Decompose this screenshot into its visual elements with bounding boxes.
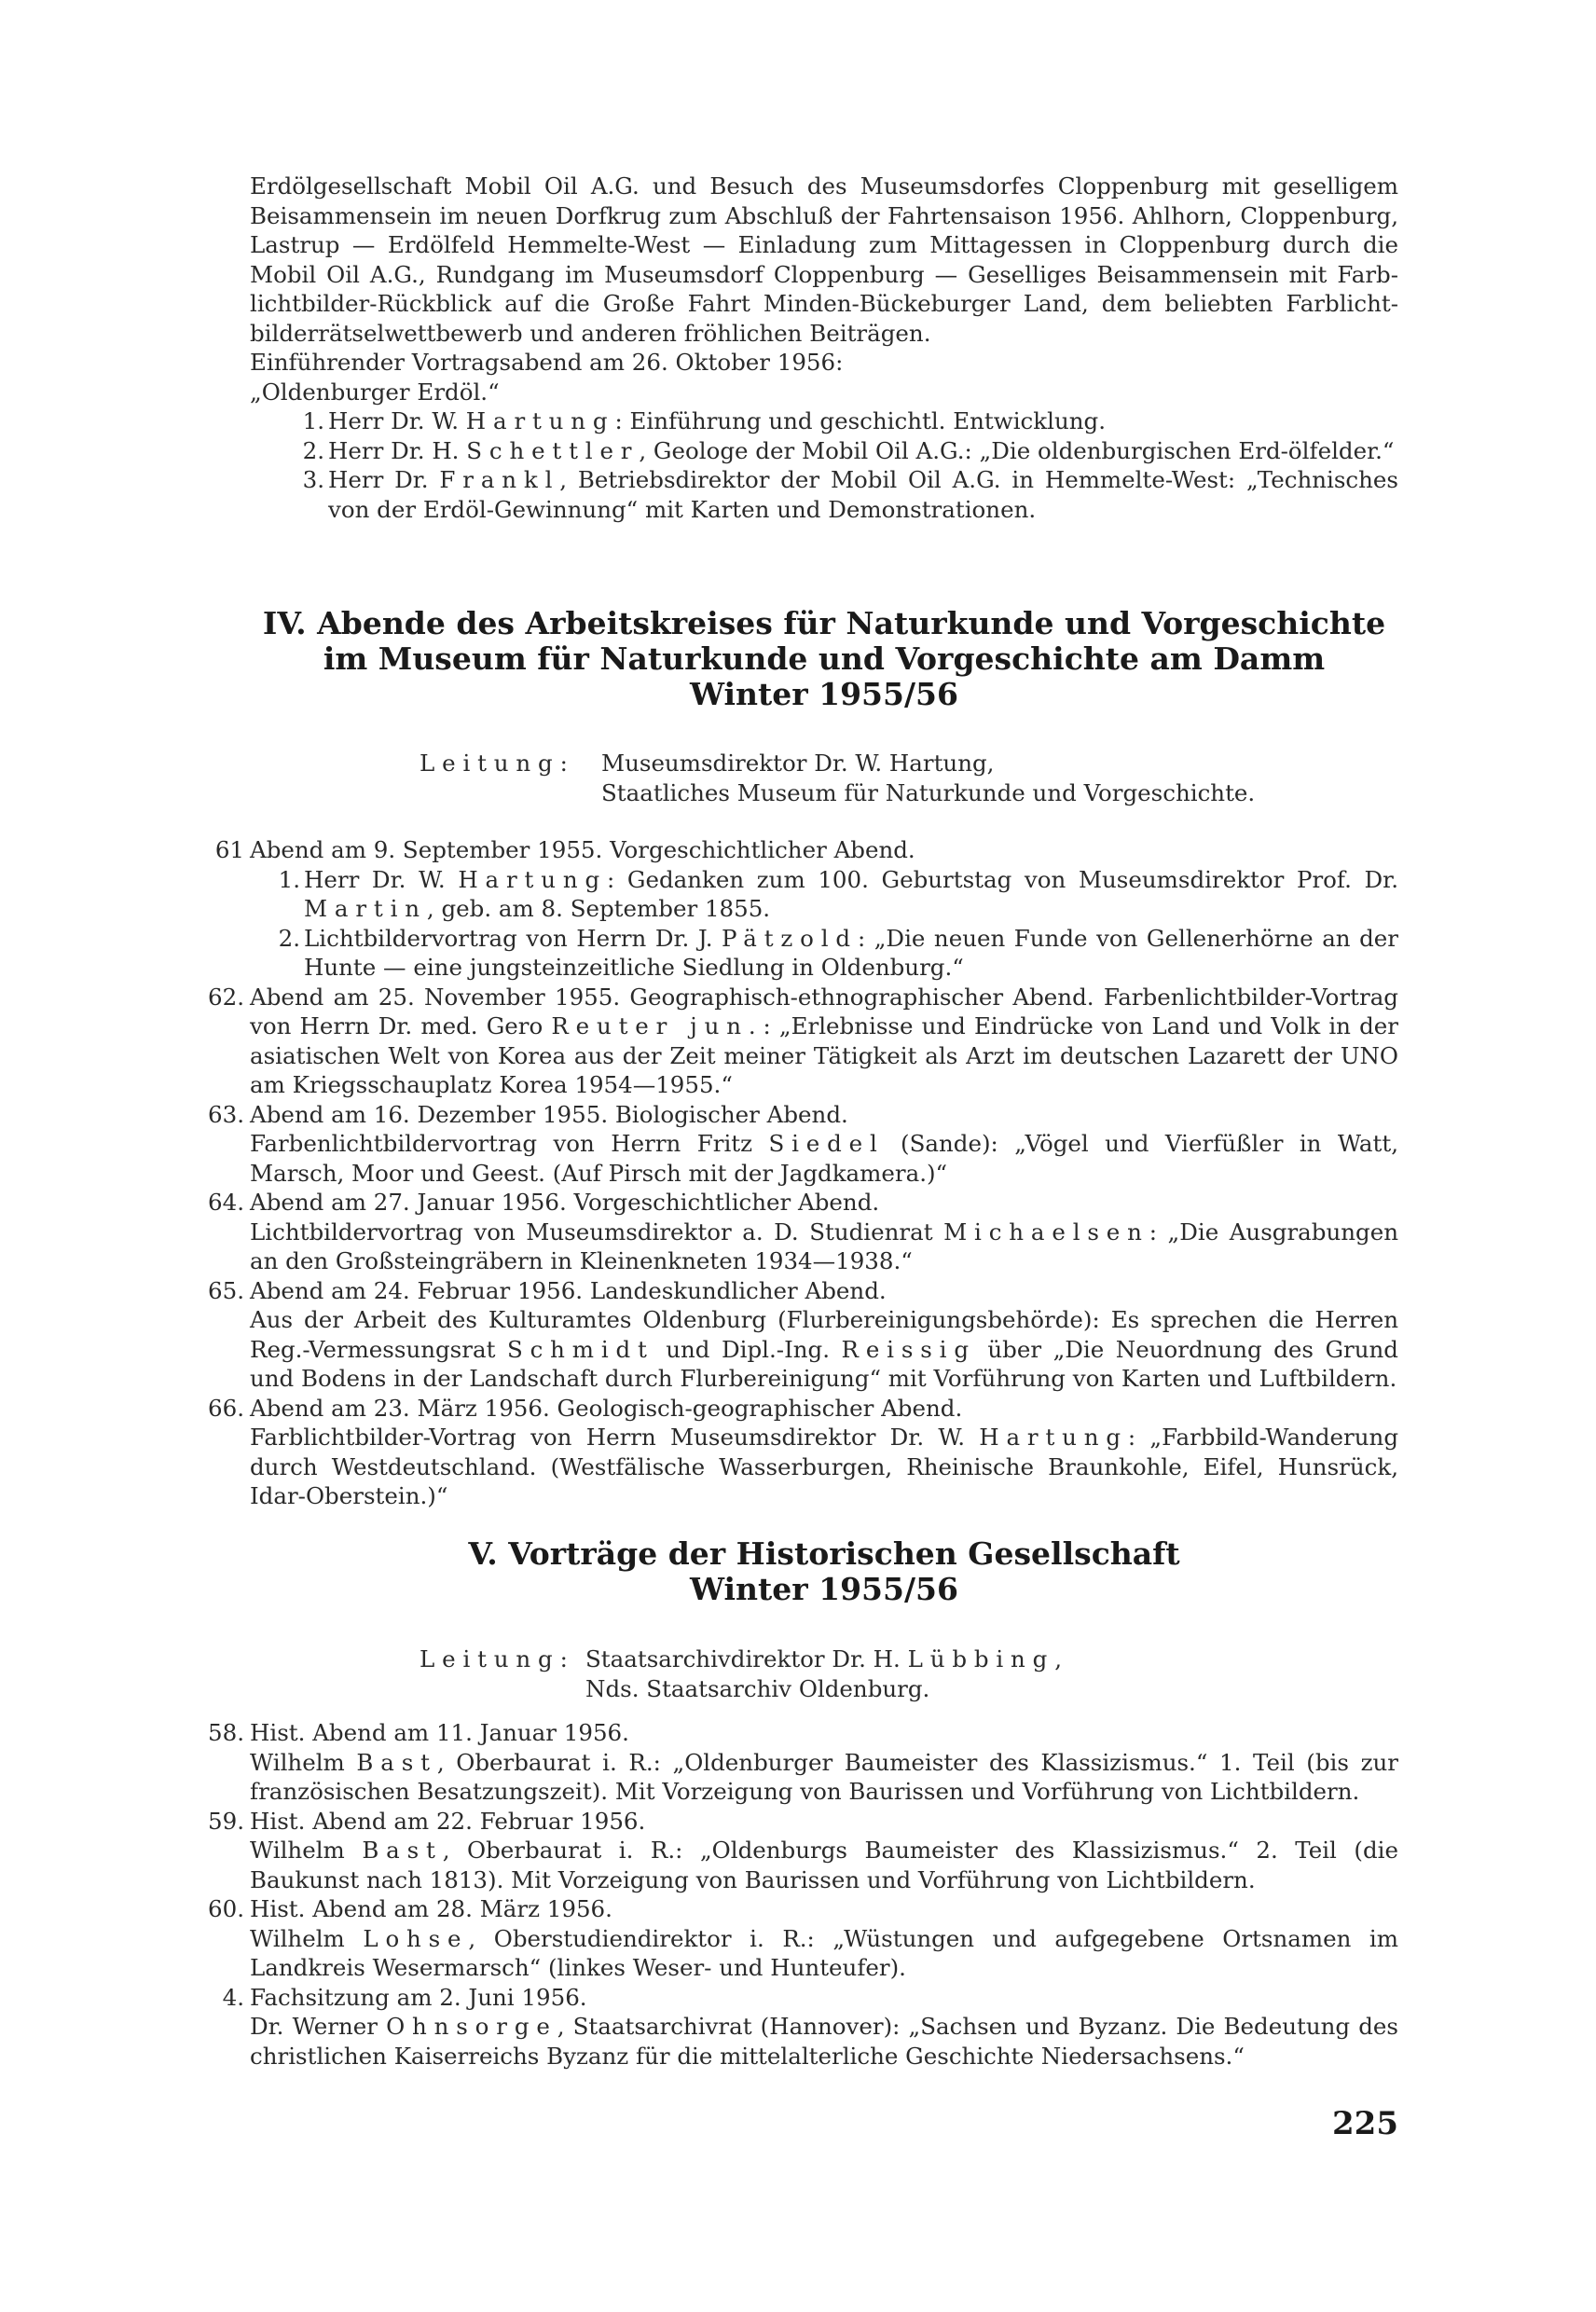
entry-title: Hist. Abend am 11. Januar 1956. <box>250 1719 629 1746</box>
entry-number: 65. <box>208 1276 244 1304</box>
section-5-leitung-label <box>420 1645 575 1674</box>
page-number: 225 <box>1332 2105 1398 2142</box>
entry-text <box>250 983 1398 1100</box>
talk-text: Herr Dr. W. <box>328 407 466 434</box>
entry-title: Abend am 9. September 1955. Vorgeschichtlicher Abend. <box>250 836 915 863</box>
entry-text <box>250 1836 1398 1894</box>
entry-text <box>250 2012 1398 2071</box>
entry-title: Abend am 16. Dezember 1955. Biologischer Abend. <box>250 1100 848 1128</box>
sub-item <box>263 924 1398 983</box>
heading-line: Winter 1955/56 <box>690 1571 958 1607</box>
entry-number: 62. <box>208 983 244 1011</box>
speaker-name: Bast <box>362 1837 443 1864</box>
speaker-name: Martin <box>304 895 427 922</box>
talk-number: 2. <box>302 436 324 464</box>
entry-title: Abend am 23. März 1956. Geologisch-geographischer Abend. <box>250 1394 963 1422</box>
heading-line: IV. Abende des Arbeitskreises für Naturkunde und Vorgeschichte <box>262 605 1386 641</box>
entry-text <box>250 1423 1398 1511</box>
abend-title: Einführender Vortragsabend am 26. Oktober 1956: <box>250 349 844 376</box>
entry-title: Hist. Abend am 28. März 1956. <box>250 1895 612 1922</box>
sub-item <box>263 865 1398 924</box>
talk-item <box>287 465 1398 524</box>
speaker-name: Reuter jun. <box>551 1012 764 1039</box>
talk-text: , Betriebsdirektor der Mobil Oil A.G. in Hemmelte-West: „Technisches von der Erdöl-Gewinnung“ mit Karten und Demonstrationen. <box>328 466 1398 523</box>
entry-fachsitzung-4 <box>222 1983 1398 2071</box>
section-5-leitung-value <box>585 1645 1062 1703</box>
section-4-leitung-label <box>420 749 575 778</box>
leitung-line: Nds. Staatsarchiv Oldenburg. <box>585 1674 930 1702</box>
intro-line: Mobil Oil A.G., Rundgang im Museumsdorf Cloppenburg — Geselliges Beisammensein mit Farb- <box>250 260 1398 288</box>
entry-text-part: über „Die Neuordnung des Grund und Bodens in der Landschaft durch Flurbereinigung“ mit Vorführung von Karten und Luftbildern. <box>250 1335 1398 1392</box>
speaker-name: Ohnsorge <box>386 2013 557 2040</box>
speaker-name: Michaelsen <box>943 1218 1149 1245</box>
intro-block <box>250 172 1398 524</box>
entry-text-part: : „Erlebnisse und Eindrücke von Land und Volk in der asiatischen Welt von Korea aus der Zeit meiner Tätigkeit als Arzt im deutschen Lazarett der UNO am Kriegsschauplatz Korea 1954—1955.“ <box>250 1012 1398 1098</box>
section-5-heading <box>250 1536 1398 1607</box>
entry-65 <box>208 1276 1398 1394</box>
intro-line: bilderrätselwettbewerb und anderen fröhlichen Beiträgen. <box>250 319 931 347</box>
entry-text-part: : „Die Ausgrabungen an den Großsteingräbern in Kleinenkneten 1934—1938.“ <box>250 1218 1398 1274</box>
entry-title: Hist. Abend am 22. Februar 1956. <box>250 1807 646 1835</box>
entry-number: 64. <box>208 1189 244 1216</box>
entry-text-part: , Oberstudiendirektor i. R.: „Wüstungen und aufgegebene Ortsnamen im Landkreis Wesermarsch“ (linkes Weser- und Hunteufer). <box>250 1924 1398 1981</box>
talk-text: , Geologe der Mobil Oil A.G.: „Die oldenburgischen Erd-ölfelder.“ <box>639 436 1395 464</box>
entry-text-part: Wilhelm <box>250 1837 363 1864</box>
entry-text <box>250 1218 1398 1276</box>
talk-item <box>287 436 1398 466</box>
leitung-line <box>585 1645 1062 1674</box>
leitung-label: Leitung: <box>420 1645 575 1672</box>
entry-text-part: Wilhelm <box>250 1924 364 1952</box>
entry-text-part: , Staatsarchivrat (Hannover): „Sachsen und Byzanz. Die Bedeutung des christlichen Kaiserreichs Byzanz für die mittelalterliche Geschichte Niedersachsens.“ <box>250 2013 1398 2070</box>
talk-list <box>250 406 1398 524</box>
entry-text-part: Farblichtbilder-Vortrag von Herrn Museumsdirektor Dr. W. <box>250 1424 980 1451</box>
entry-text-part: Dr. Werner <box>250 2013 387 2040</box>
speaker-name: Bast <box>356 1748 437 1776</box>
entry-58 <box>208 1718 1398 1807</box>
speaker-name: Pätzold <box>722 924 858 952</box>
entry-title: Abend am 27. Januar 1956. Vorgeschichtlicher Abend. <box>250 1189 880 1216</box>
entry-number: 63. <box>208 1100 244 1128</box>
talk-number: 1. <box>302 407 324 434</box>
entry-number: 66. <box>208 1394 244 1422</box>
leitung-line: Staatliches Museum für Naturkunde und Vorgeschichte. <box>601 778 1256 806</box>
speaker-name: Siedel <box>768 1130 885 1157</box>
sub-text: : Gedanken zum 100. Geburtstag von Museumsdirektor Prof. Dr. <box>606 865 1398 893</box>
leitung-text: Staatsarchivdirektor Dr. H. <box>585 1645 908 1672</box>
intro-line: lichtbilder-Rückblick auf die Große Fahrt Minden-Bückeburger Land, dem beliebten Farblicht- <box>250 290 1398 317</box>
sub-number: 1. <box>278 865 300 893</box>
intro-line: Beisammensein im neuen Dorfkrug zum Abschluß der Fahrtensaison 1956. Ahlhorn, Cloppenburg, <box>250 201 1398 229</box>
entry-61 <box>214 835 1398 983</box>
entry-text <box>250 1924 1398 1983</box>
speaker-name: Hartung <box>465 407 615 434</box>
entry-text <box>250 1305 1398 1394</box>
talk-item <box>287 406 1398 436</box>
talk-number: 3. <box>302 466 324 493</box>
entry-number: 58. <box>208 1719 244 1746</box>
entry-text-part: und Dipl.-Ing. <box>654 1335 842 1363</box>
speaker-name: Lohse <box>363 1924 469 1952</box>
talk-text: Herr Dr. H. <box>328 436 467 464</box>
talk-text: Herr Dr. <box>328 466 440 493</box>
section-5-entries <box>208 1718 1399 2071</box>
entry-63 <box>208 1100 1399 1189</box>
entry-text-part: Wilhelm <box>250 1748 357 1776</box>
section-4-entries <box>208 835 1399 1511</box>
sub-text: : „Die neuen Funde von Gellenerhörne an der Hunte — eine jungsteinzeitliche Siedlung in Oldenburg.“ <box>304 924 1398 981</box>
sub-text: Lichtbildervortrag von Herrn Dr. J. <box>304 924 722 952</box>
speaker-name: Hartung <box>979 1424 1128 1451</box>
speaker-name: Frankl <box>439 466 560 493</box>
entry-text <box>250 1748 1398 1807</box>
entry-title: Fachsitzung am 2. Juni 1956. <box>250 1983 587 2011</box>
speaker-name: Reissig <box>841 1335 976 1363</box>
sub-list <box>250 865 1398 983</box>
intro-paragraph <box>250 172 1398 348</box>
heading-line: im Museum für Naturkunde und Vorgeschichte am Damm <box>323 640 1326 677</box>
entry-text-part: Lichtbildervortrag von Museumsdirektor a. D. Studienrat <box>250 1218 944 1245</box>
entry-text-part: Farbenlichtbildervortrag von Herrn Fritz <box>250 1130 769 1157</box>
entry-text <box>250 1129 1398 1188</box>
speaker-name: Schettler <box>466 436 640 464</box>
speaker-name: Hartung <box>458 865 607 893</box>
entry-text-part: : „Farbbild-Wanderung durch Westdeutschland. (Westfälische Wasserburgen, Rheinische Braunkohle, Eifel, Hunsrück, Idar-Oberstein.)“ <box>250 1424 1398 1509</box>
entry-text-part: Aus der Arbeit des Kulturamtes Oldenburg (Flurbereinigungsbehörde): Es sprechen die Herren Reg.-Vermessungsrat <box>250 1306 1398 1363</box>
entry-text-part: , Oberbaurat i. R.: „Oldenburger Baumeister des Klassizismus.“ 1. Teil (bis zur französischen Besatzungszeit). Mit Vorzeigung von Baurissen und Vorführung von Lichtbildern. <box>250 1748 1398 1805</box>
abend-subtitle: „Oldenburger Erdöl.“ <box>250 378 500 406</box>
entry-number: 4. <box>222 1983 244 2011</box>
entry-text-part: Abend am 25. November 1955. Geographisch-ethnographischer Abend. Farbenlichtbilder-Vortrag von Herrn Dr. med. Gero <box>250 983 1398 1039</box>
entry-title: Abend am 24. Februar 1956. Landeskundlicher Abend. <box>250 1276 887 1304</box>
entry-text-part: (Sande): „Vögel und Vierfüßler in Watt, Marsch, Moor und Geest. (Auf Pirsch mit der Jagdkamera.)“ <box>250 1130 1399 1187</box>
heading-line: V. Vorträge der Historischen Gesellschaft <box>468 1535 1180 1572</box>
leitung-name: Lübbing <box>907 1645 1055 1672</box>
intro-line: Erdölgesellschaft Mobil Oil A.G. und Besuch des Museumsdorfes Cloppenburg mit geselligem <box>250 172 1398 200</box>
entry-66 <box>208 1394 1398 1511</box>
entry-59 <box>208 1807 1399 1895</box>
heading-line: Winter 1955/56 <box>690 676 958 712</box>
intro-line: Lastrup — Erdölfeld Hemmelte-West — Einladung zum Mittagessen in Cloppenburg durch die <box>250 231 1398 258</box>
sub-text: Herr Dr. W. <box>304 865 459 893</box>
sub-number: 2. <box>278 924 300 952</box>
sub-text: , geb. am 8. September 1855. <box>426 895 771 922</box>
leitung-line: Museumsdirektor Dr. W. Hartung, <box>601 750 995 777</box>
entry-number: 59. <box>208 1807 244 1835</box>
entry-number: 60. <box>208 1895 244 1922</box>
section-4-leitung-value <box>601 749 1255 807</box>
entry-62 <box>208 983 1398 1100</box>
section-4-heading <box>250 606 1398 712</box>
entry-60 <box>208 1894 1398 1983</box>
entry-64 <box>208 1188 1398 1276</box>
leitung-label: Leitung: <box>420 750 575 777</box>
talk-text: : Einführung und geschichtl. Entwicklung. <box>614 407 1106 434</box>
entry-text-part: , Oberbaurat i. R.: „Oldenburgs Baumeister des Klassizismus.“ 2. Teil (die Baukunst nach 1813). Mit Vorzeigung von Baurissen und Vorführung von Lichtbildern. <box>250 1837 1399 1893</box>
speaker-name: Schmidt <box>506 1335 654 1363</box>
leitung-text: , <box>1054 1645 1062 1672</box>
entry-number: 61 <box>214 836 244 863</box>
